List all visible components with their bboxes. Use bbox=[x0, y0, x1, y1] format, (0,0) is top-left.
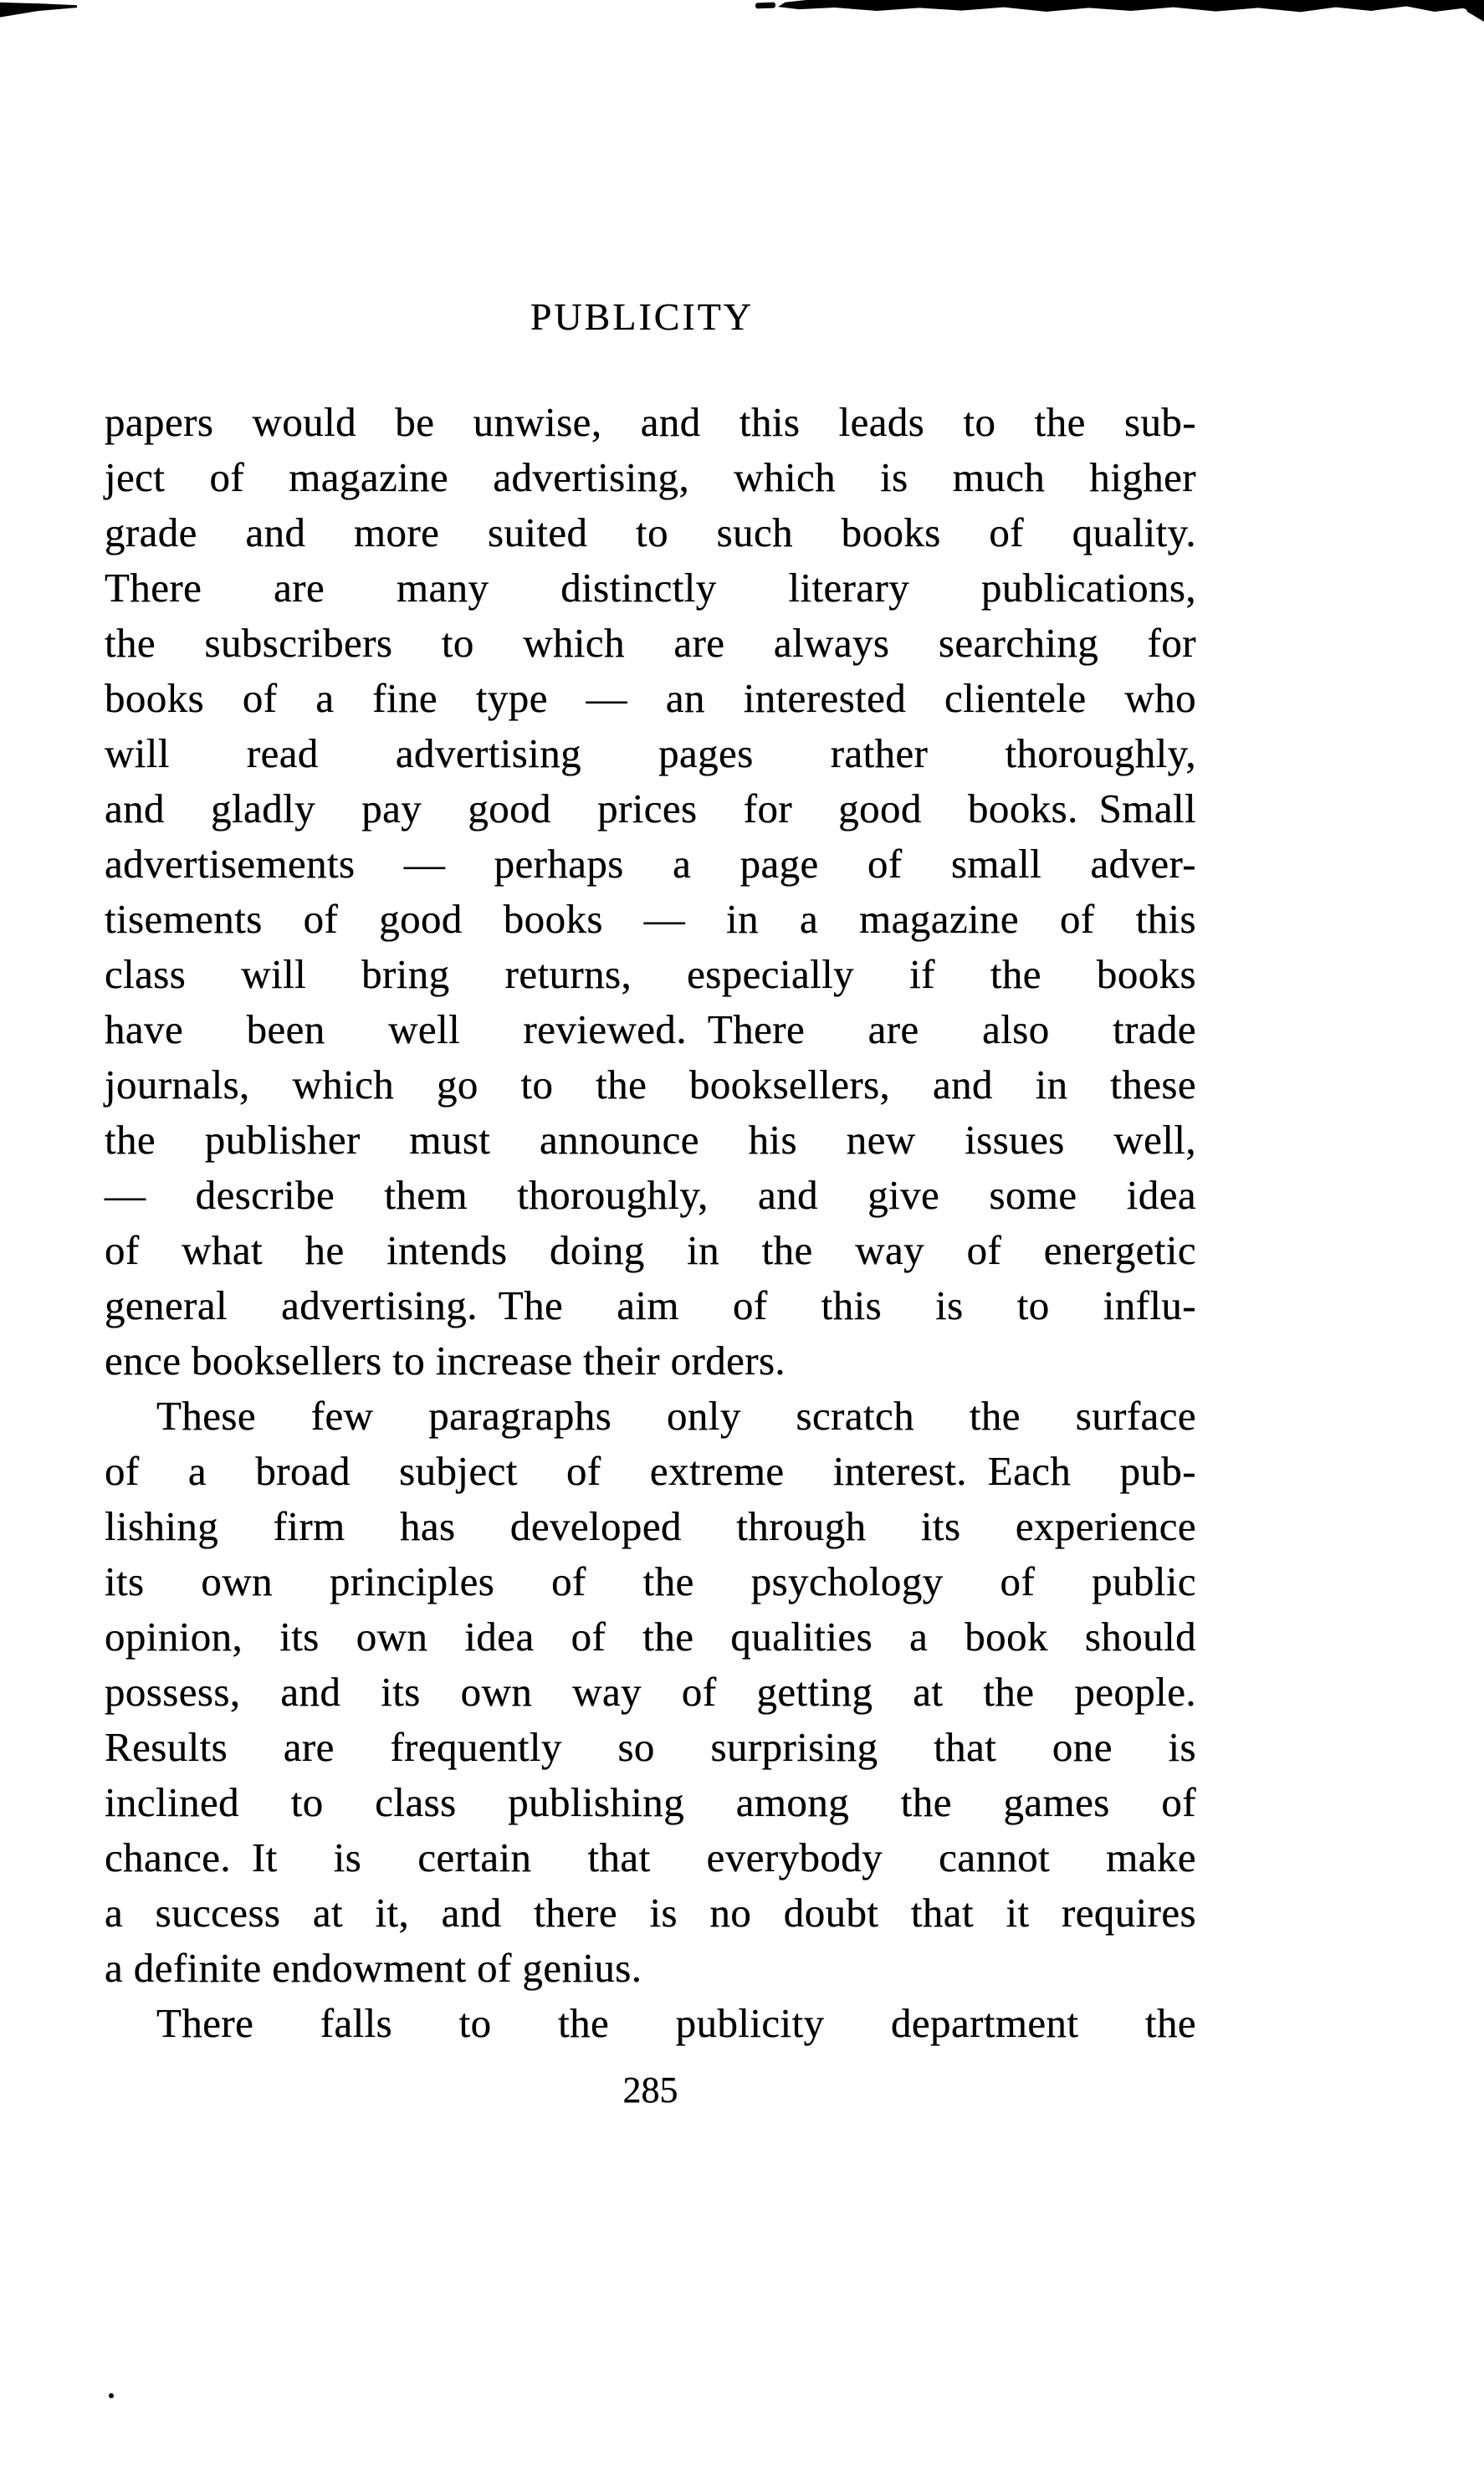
text-line: chance. It is certain that everybody cannot make bbox=[105, 1834, 1196, 1880]
text-line: advertisements — perhaps a page of small adver- bbox=[105, 841, 1196, 887]
scan-speck-bottom-left bbox=[109, 2393, 114, 2398]
text-line: a success at it, and there is no doubt that it requires bbox=[105, 1890, 1196, 1936]
text-line: papers would be unwise, and this leads to the sub- bbox=[105, 399, 1196, 445]
text-line: will read advertising pages rather thoroughly, bbox=[105, 730, 1196, 776]
body-text bbox=[105, 395, 1196, 2051]
text-line: There are many distinctly literary publications, bbox=[105, 565, 1196, 611]
text-line: journals, which go to the booksellers, and in these bbox=[105, 1062, 1196, 1108]
text-line: These few paragraphs only scratch the surface bbox=[156, 1393, 1196, 1439]
text-line: Results are frequently so surprising that one is bbox=[105, 1724, 1196, 1770]
text-line: and gladly pay good prices for good books. Small bbox=[105, 785, 1196, 831]
text-line: ence booksellers to increase their orders. bbox=[105, 1338, 786, 1384]
text-line: possess, and its own way of getting at the people. bbox=[105, 1669, 1196, 1715]
text-line: general advertising. The aim of this is to influ- bbox=[105, 1282, 1196, 1328]
text-line: have been well reviewed. There are also trade bbox=[105, 1006, 1196, 1052]
text-line: books of a fine type — an interested clientele who bbox=[105, 675, 1196, 721]
text-line: the publisher must announce his new issues well, bbox=[105, 1117, 1196, 1163]
scan-mark-top-dash bbox=[755, 3, 775, 9]
scan-mark-top-right bbox=[778, 0, 1484, 15]
text-line: tisements of good books — in a magazine of this bbox=[105, 896, 1196, 942]
page-title: PUBLICITY bbox=[530, 295, 755, 338]
text-line: — describe them thoroughly, and give some idea bbox=[105, 1172, 1196, 1218]
text-line: its own principles of the psychology of public bbox=[105, 1558, 1196, 1604]
scan-mark-top-left bbox=[0, 0, 77, 20]
text-line: inclined to class publishing among the games of bbox=[105, 1779, 1196, 1825]
scan-mark-top-right-corner bbox=[1461, 0, 1484, 22]
text-line: of a broad subject of extreme interest. Each pub- bbox=[105, 1448, 1196, 1494]
text-line: grade and more suited to such books of quality. bbox=[105, 509, 1196, 555]
text-line: lishing firm has developed through its experience bbox=[105, 1503, 1196, 1549]
text-line: opinion, its own idea of the qualities a book should bbox=[105, 1614, 1196, 1660]
text-line: There falls to the publicity department the bbox=[156, 2000, 1196, 2046]
text-line: a definite endowment of genius. bbox=[105, 1945, 642, 1991]
text-line: of what he intends doing in the way of energetic bbox=[105, 1227, 1196, 1273]
text-line: ject of magazine advertising, which is much higher bbox=[105, 454, 1196, 500]
page-number: 285 bbox=[622, 2069, 678, 2110]
text-line: class will bring returns, especially if the books bbox=[105, 951, 1196, 997]
text-line: the subscribers to which are always searching for bbox=[105, 620, 1196, 666]
